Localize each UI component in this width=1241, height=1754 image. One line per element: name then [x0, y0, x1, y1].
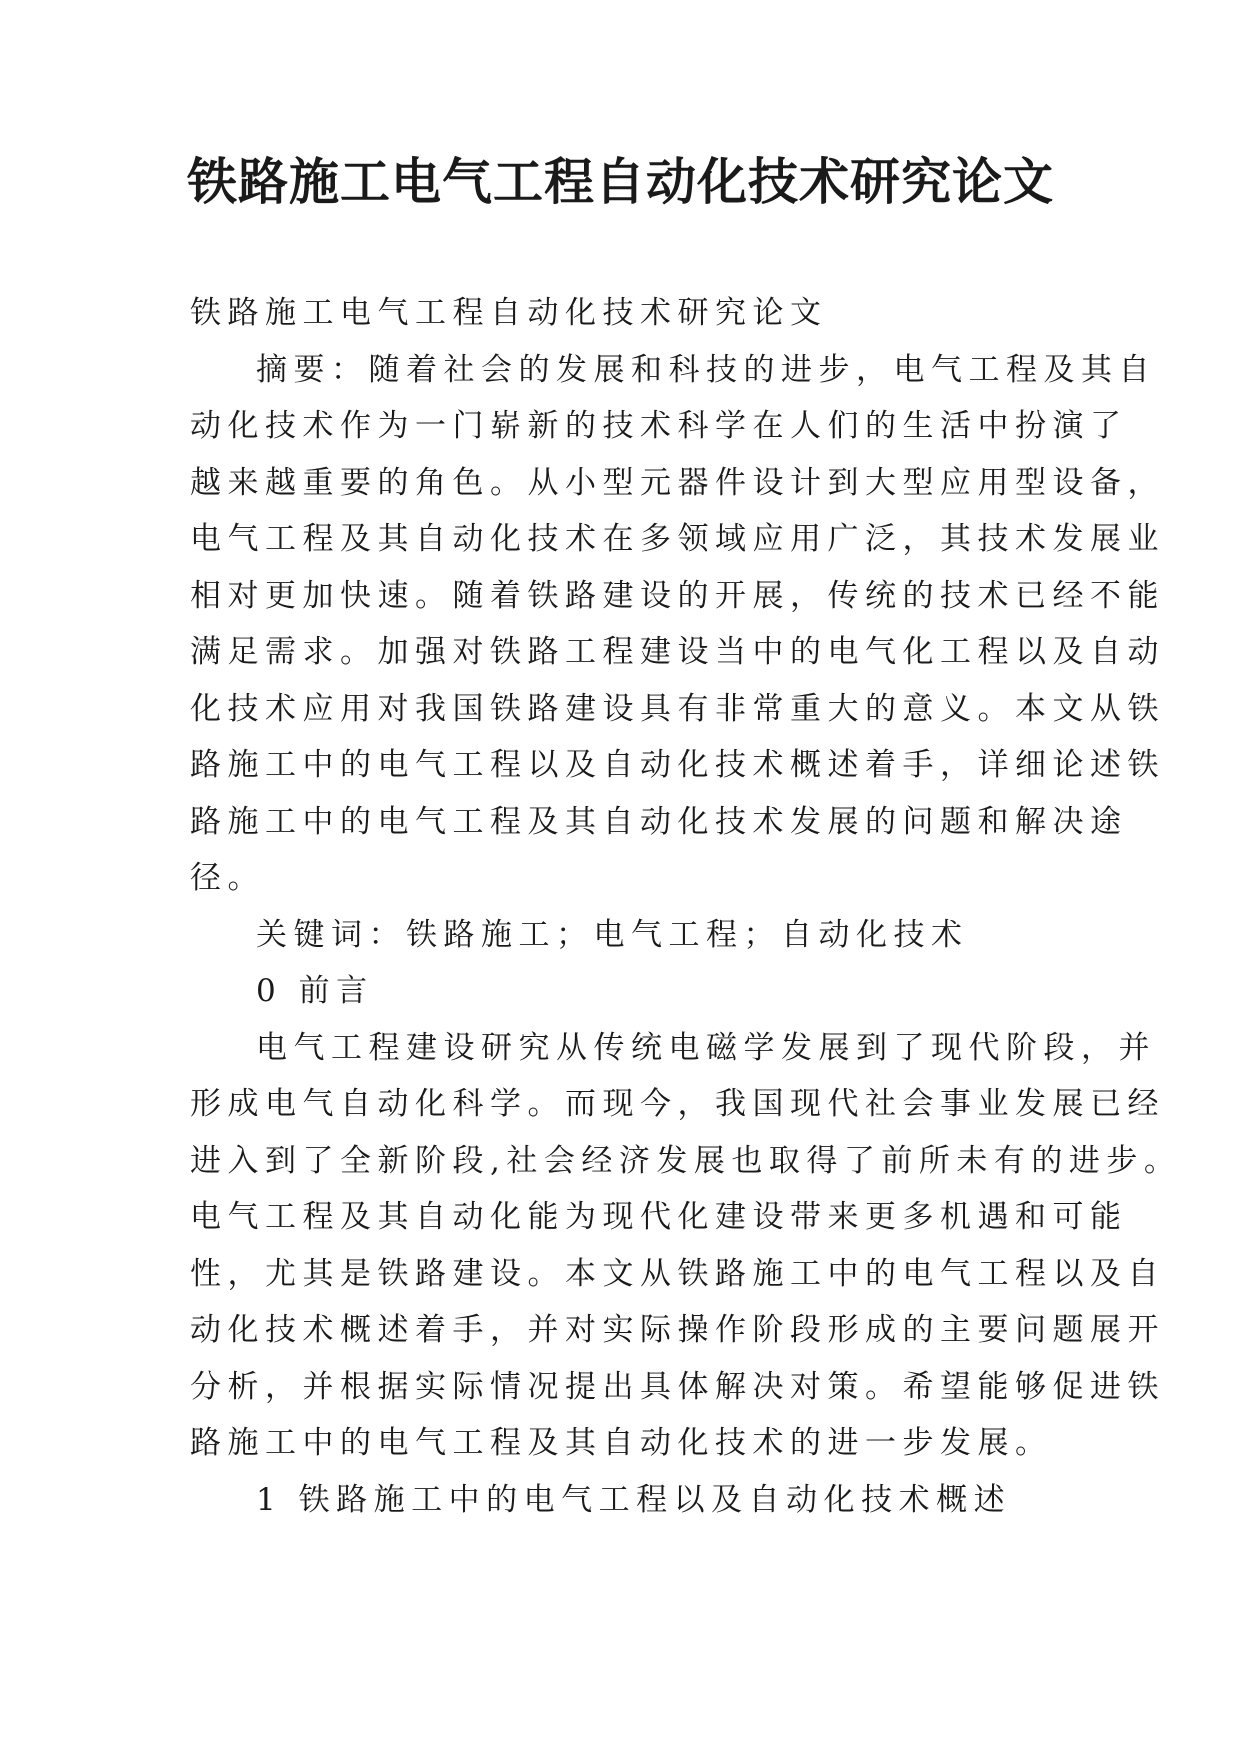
- text-line: 路施工中的电气工程以及自动化技术概述着手，详细论述铁: [190, 747, 1165, 783]
- text-line: 摘要：随着社会的发展和科技的进步，电气工程及其自: [256, 351, 1156, 388]
- text-line: 越来越重要的角色。从小型元器件设计到大型应用型设备，: [190, 464, 1165, 501]
- text-line: 径。: [190, 860, 265, 896]
- text-line: 满足需求。加强对铁路工程建设当中的电气化工程以及自动: [190, 634, 1165, 670]
- text-line: 形成电气自动化科学。而现今，我国现代社会事业发展已经: [190, 1086, 1165, 1122]
- text-line: 动化技术概述着手，并对实际操作阶段形成的主要问题展开: [190, 1312, 1165, 1348]
- text-line: 进入到了全新阶段,社会经济发展也取得了前所未有的进步。: [190, 1142, 1182, 1179]
- text-line: 化技术应用对我国铁路建设具有非常重大的意义。本文从铁: [190, 690, 1165, 727]
- document-body: [190, 285, 1182, 1528]
- document-title: 铁路施工电气工程自动化技术研究论文: [187, 152, 1054, 211]
- text-line: 分析，并根据实际情况提出具体解决对策。希望能够促进铁: [190, 1368, 1165, 1405]
- text-line: 0 前言: [256, 973, 374, 1009]
- text-line: 关键词：铁路施工；电气工程；自动化技术: [256, 916, 969, 953]
- text-line: 电气工程建设研究从传统电磁学发展到了现代阶段，并: [256, 1029, 1156, 1066]
- text-line: 动化技术作为一门崭新的技术科学在人们的生活中扮演了: [190, 408, 1128, 444]
- text-line: 路施工中的电气工程及其自动化技术的进一步发展。: [190, 1425, 1053, 1461]
- text-line: 电气工程及其自动化能为现代化建设带来更多机遇和可能: [190, 1199, 1128, 1235]
- text-line: 性，尤其是铁路建设。本文从铁路施工中的电气工程以及自: [190, 1255, 1165, 1292]
- text-line: 铁路施工电气工程自动化技术研究论文: [190, 295, 828, 331]
- text-line: 电气工程及其自动化技术在多领域应用广泛，其技术发展业: [190, 521, 1165, 557]
- text-line: 路施工中的电气工程及其自动化技术发展的问题和解决途: [190, 803, 1128, 840]
- text-line: 1 铁路施工中的电气工程以及自动化技术概述: [256, 1481, 1012, 1518]
- text-line: 相对更加快速。随着铁路建设的开展，传统的技术已经不能: [190, 577, 1165, 614]
